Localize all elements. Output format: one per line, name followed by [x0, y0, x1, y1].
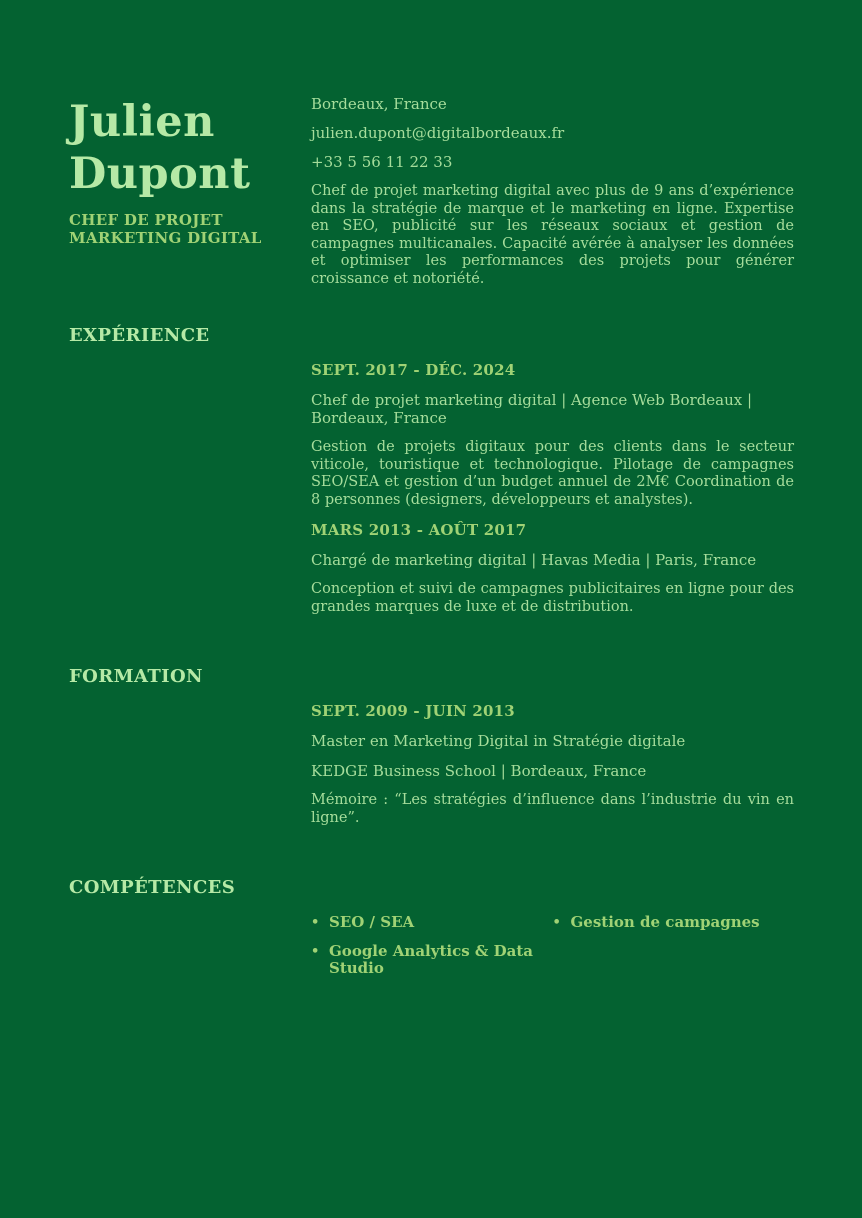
- formation-entry: [311, 703, 794, 827]
- experience-entry: [311, 522, 794, 616]
- intro-block: [311, 96, 794, 288]
- skill-label: Google Analytics & Data Studio: [329, 942, 534, 977]
- person-job-title: CHEF DE PROJET MARKETING DIGITAL: [69, 211, 262, 247]
- experience-role: Chef de projet marketing digital | Agence Web Bordeaux | Bordeaux, France: [311, 391, 753, 427]
- identity-block: [69, 96, 311, 288]
- bullet-icon: •: [552, 915, 561, 930]
- section-heading-competences: COMPÉTENCES: [69, 877, 236, 898]
- section-heading-experience: EXPÉRIENCE: [69, 325, 210, 346]
- bullet-icon: •: [311, 944, 320, 959]
- skill-label: Gestion de campagnes: [570, 913, 760, 931]
- experience-role: Chargé de marketing digital | Havas Media | Paris, France: [311, 551, 757, 569]
- experience-entries: [311, 362, 794, 629]
- formation-dates: SEPT. 2009 - JUIN 2013: [311, 702, 515, 720]
- experience-section: [69, 325, 794, 629]
- skill-item: [311, 914, 553, 931]
- contact-email: julien.dupont@digitalbordeaux.fr: [311, 124, 565, 142]
- competences-section: [69, 877, 794, 977]
- skill-label: SEO / SEA: [329, 913, 415, 931]
- formation-degree: Master en Marketing Digital in Stratégie digitale: [311, 732, 686, 750]
- person-name: Julien Dupont: [69, 97, 251, 199]
- header-row: [69, 96, 794, 288]
- profile-summary: Chef de projet marketing digital avec plus de 9 ans d’expérience dans la stratégie de marque et le marketing en ligne. Expertise en SEO, publicité sur les réseaux sociaux et gestion de campagnes multicanales. Capacité avérée à analyser les données et optimiser les performances des projets pour générer croissance et notoriété.: [311, 183, 794, 287]
- formation-note: Mémoire : “Les stratégies d’influence dans l’industrie du vin en ligne”.: [311, 792, 794, 826]
- experience-dates: MARS 2013 - AOÛT 2017: [311, 521, 527, 539]
- skill-item: [311, 943, 553, 977]
- section-heading-formation: FORMATION: [69, 666, 203, 687]
- experience-entry: [311, 362, 794, 509]
- experience-description: Conception et suivi de campagnes publicitaires en ligne pour des grandes marques de luxe et de distribution.: [311, 581, 794, 615]
- experience-dates: SEPT. 2017 - DÉC. 2024: [311, 361, 516, 379]
- formation-entries: [311, 703, 794, 840]
- experience-description: Gestion de projets digitaux pour des clients dans le secteur viticole, touristique et technologique. Pilotage de campagnes SEO/SEA et gestion d’un budget annuel de 2M€ Coordination de 8 personnes (designers, développeurs et analystes).: [311, 439, 794, 508]
- skills-list: [311, 914, 794, 977]
- contact-phone: +33 5 56 11 22 33: [311, 153, 453, 171]
- bullet-icon: •: [311, 915, 320, 930]
- contact-location: Bordeaux, France: [311, 95, 447, 113]
- formation-section: [69, 666, 794, 840]
- formation-school: KEDGE Business School | Bordeaux, France: [311, 762, 647, 780]
- skill-item: [553, 914, 795, 931]
